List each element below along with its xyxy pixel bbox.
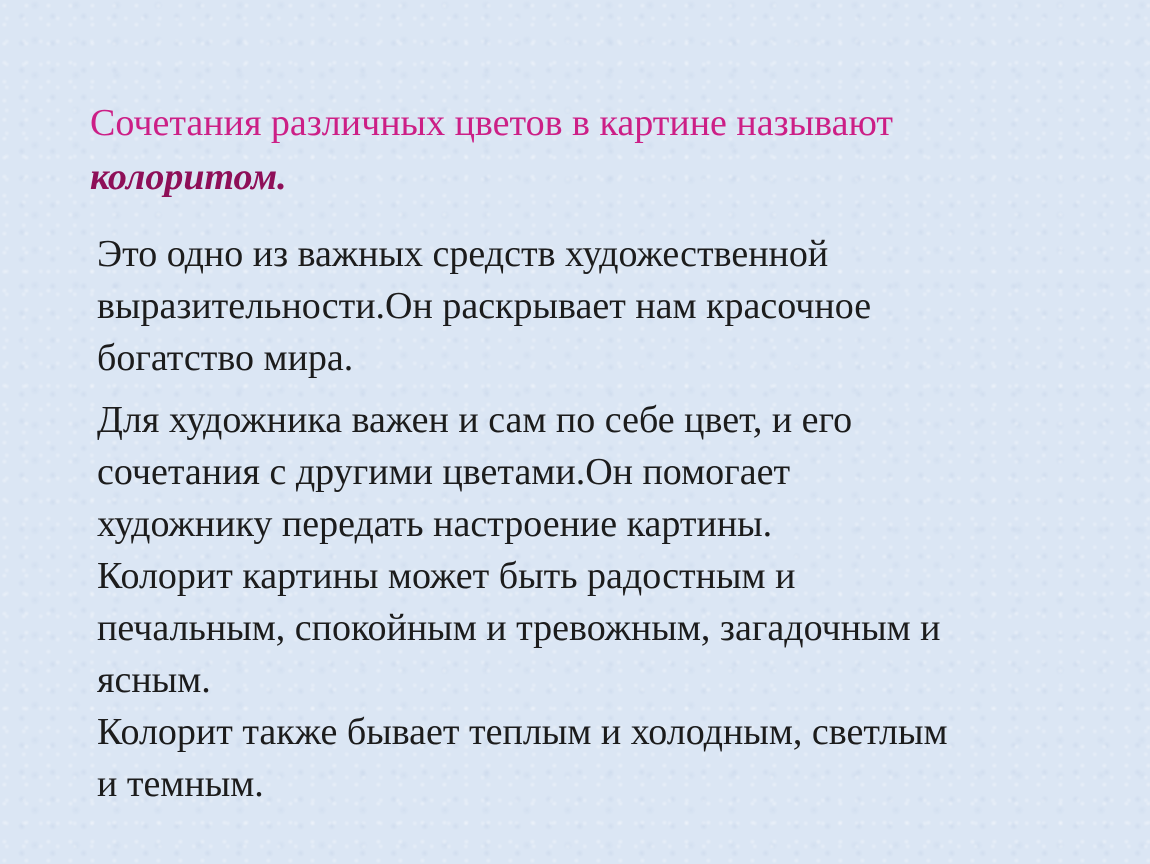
paragraph-line: выразительности.Он раскрывает нам красочное xyxy=(97,285,872,327)
paragraph-2 xyxy=(97,394,1097,810)
paragraph-line: Для художника важен и сам по себе цвет, и его xyxy=(97,399,853,441)
title-text: Сочетания различных цветов в картине называют xyxy=(90,102,893,144)
title-emphasis: колоритом. xyxy=(90,156,287,198)
paragraph-line: ясным. xyxy=(97,659,211,701)
paragraph-line: и темным. xyxy=(97,763,264,805)
paragraph-line: печальным, спокойным и тревожным, загадочным и xyxy=(97,607,941,649)
slide-title xyxy=(90,96,1050,204)
paragraph-line: Это одно из важных средств художественной xyxy=(97,233,829,275)
paragraph-1 xyxy=(97,228,1097,384)
paragraph-line: Колорит также бывает теплым и холодным, светлым xyxy=(97,711,948,753)
paragraph-line: художнику передать настроение картины. xyxy=(97,503,773,545)
paragraph-line: богатство мира. xyxy=(97,337,354,379)
paragraph-line: сочетания с другими цветами.Он помогает xyxy=(97,451,791,493)
slide-body xyxy=(97,228,1097,810)
paragraph-line: Колорит картины может быть радостным и xyxy=(97,555,796,597)
